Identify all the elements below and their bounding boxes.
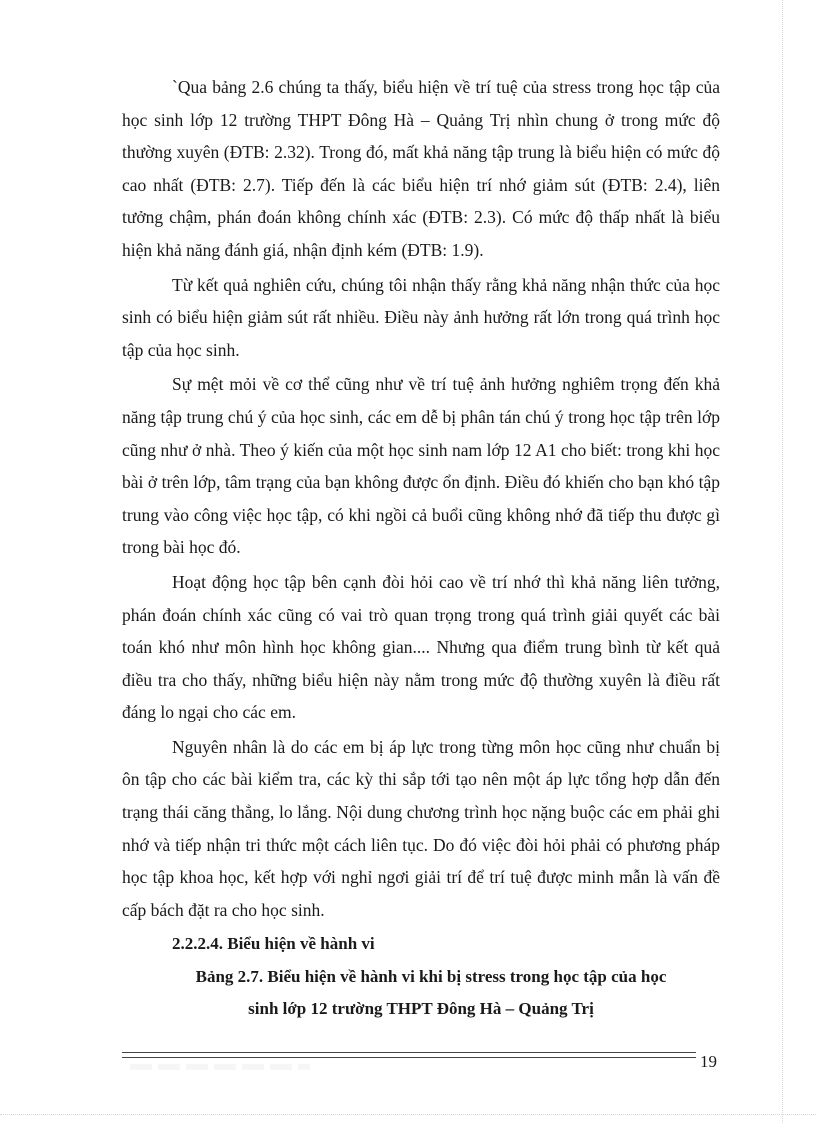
footer-faint-watermark: [130, 1064, 310, 1070]
paragraph-1: `Qua bảng 2.6 chúng ta thấy, biểu hiện về trí tuệ của stress trong học tập của học sinh lớp 12 trường THPT Đông Hà – Quảng Trị nhìn chung ở trong mức độ thường xuyên (ĐTB: 2.32). Trong đó, mất khả năng tập trung là biểu hiện có mức độ cao nhất (ĐTB: 2.7). Tiếp đến là các biểu hiện trí nhớ giảm sút (ĐTB: 2.4), liên tưởng chậm, phán đoán không chính xác (ĐTB: 2.3). Có mức độ thấp nhất là biểu hiện khả năng đánh giá, nhận định kém (ĐTB: 1.9).: [122, 77, 720, 260]
paragraph-2: Từ kết quả nghiên cứu, chúng tôi nhận thấy rằng khả năng nhận thức của học sinh có biểu hiện giảm sút rất nhiều. Điều này ảnh hưởng rất lớn trong quá trình học tập của học sinh.: [122, 274, 720, 360]
paragraph-4: Hoạt động học tập bên cạnh đòi hỏi cao về trí nhớ thì khả năng liên tưởng, phán đoán chính xác cũng có vai trò quan trọng trong quá trình giải quyết các bài toán khó như môn hình học không gian.... Nhưng qua điểm trung bình từ kết quả điều tra cho thấy, những biểu hiện này nằm trong mức độ thường xuyên là điều rất đáng lo ngại cho các em.: [122, 571, 720, 723]
table-caption: [122, 961, 720, 1025]
footer-divider: [122, 1052, 696, 1058]
page-body: [122, 71, 720, 1025]
page-number: 19: [700, 1052, 717, 1071]
table-caption-line-2: sinh lớp 12 trường THPT Đông Hà – Quảng Trị: [248, 999, 594, 1019]
page-edge-bottom: [0, 1114, 816, 1115]
paragraph-3: Sự mệt mỏi về cơ thể cũng như về trí tuệ ảnh hưởng nghiêm trọng đến khả năng tập trung chú ý của học sinh, các em dễ bị phân tán chú ý trong học tập trên lớp cũng như ở nhà. Theo ý kiến của một học sinh nam lớp 12 A1 cho biết: trong khi học bài ở trên lớp, tâm trạng của bạn không được ổn định. Điều đó khiến cho bạn khó tập trung vào công việc học tập, có khi ngồi cả buổi cũng không nhớ đã tiếp thu được gì trong bài học đó.: [122, 374, 720, 558]
paragraph-5: Nguyên nhân là do các em bị áp lực trong từng môn học cũng như chuẩn bị ôn tập cho các bài kiểm tra, các kỳ thi sắp tới tạo nên một áp lực tổng hợp dẫn đến trạng thái căng thẳng, lo lắng. Nội dung chương trình học nặng buộc các em phải ghi nhớ và tiếp nhận tri thức một cách liên tục. Do đó việc đòi hỏi phải có phương pháp học tập khoa học, kết hợp với nghỉ ngơi giải trí để trí tuệ được minh mẫn là vấn đề cấp bách đặt ra cho học sinh.: [122, 736, 720, 920]
section-heading: 2.2.2.4. Biểu hiện về hành vi: [172, 934, 375, 954]
table-caption-line-1: Bảng 2.7. Biểu hiện về hành vi khi bị stress trong học tập của học: [195, 967, 667, 987]
page-edge-right: [782, 0, 783, 1123]
